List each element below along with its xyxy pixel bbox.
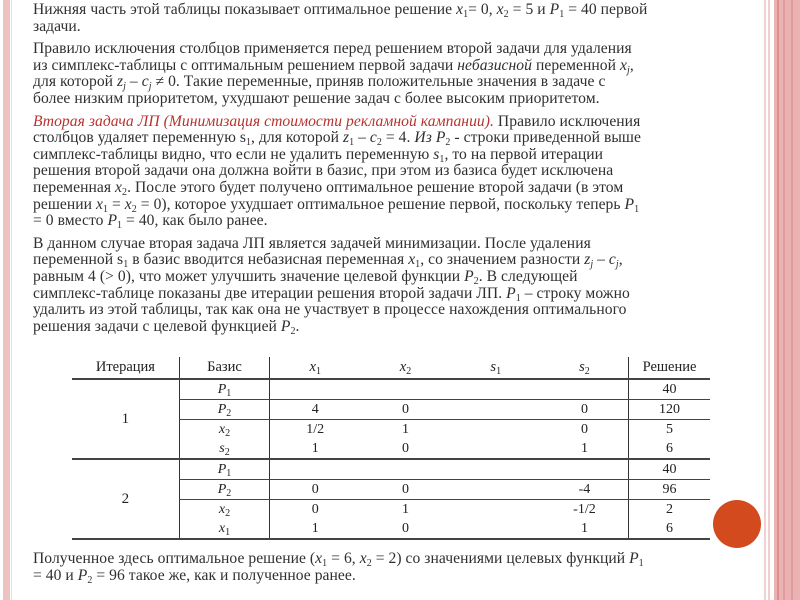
subscript: j [590, 259, 594, 271]
var-p: P [629, 550, 639, 567]
text-line [33, 286, 723, 303]
cell-s2 [541, 379, 629, 400]
subscript: 2 [87, 574, 93, 586]
cell-s1 [451, 400, 541, 420]
subscript: 2 [584, 366, 590, 377]
header-x2 [360, 357, 450, 379]
basis-cell [179, 420, 269, 440]
cell-s2: 0 [580, 422, 588, 437]
orange-circle-decoration [713, 500, 761, 548]
var-c: c [369, 129, 377, 147]
subscript: 1 [245, 137, 252, 149]
basis-cell [179, 519, 269, 539]
subscript: 1 [225, 527, 231, 538]
subscript: j [627, 64, 630, 76]
text-line [33, 319, 723, 336]
slide-footer-text [33, 551, 723, 590]
cell-x2: 0 [360, 439, 450, 459]
text: в базис вводится небазисная переменная [128, 251, 409, 269]
text: = 5 и [508, 1, 550, 18]
var-x: x [124, 195, 132, 213]
basis-cell [179, 379, 269, 400]
text-line [33, 2, 723, 19]
subscript: 1 [559, 9, 565, 20]
cell-solution: 6 [629, 439, 710, 459]
subscript: 2 [376, 137, 382, 149]
var-c: c [141, 73, 149, 91]
stripe [783, 0, 785, 600]
text-line [33, 180, 723, 197]
cell-solution: 40 [629, 459, 710, 480]
text: = 96 такое же, как и полученное ранее. [92, 566, 356, 584]
var-p: P [107, 212, 118, 230]
left-decorative-line [11, 0, 12, 600]
stripe [791, 0, 793, 600]
subscript: 1 [123, 259, 129, 271]
cell-s1 [451, 519, 541, 539]
text: = 40 и [33, 566, 78, 584]
header-iteration: Итерация [72, 357, 179, 379]
simplex-table-container [72, 357, 712, 540]
basis-var: P [217, 382, 227, 397]
cell-x1: 1/2 [270, 420, 361, 440]
header-solution: Решение [629, 357, 710, 379]
text: Полученное здесь оптимальное решение ( [33, 550, 316, 567]
text-line: В данном случае вторая задача ЛП является задачей минимизации. После удаления [33, 234, 591, 252]
subscript: j [615, 259, 619, 271]
subscript: 1 [322, 558, 328, 569]
basis-var: P [217, 462, 227, 477]
basis-var: x [218, 521, 226, 536]
text-line [33, 147, 723, 164]
var-p: P [435, 129, 446, 147]
var-x: x [496, 1, 504, 18]
cell-x2: 0 [360, 400, 450, 420]
text: ≠ 0. Такие переменные, приняв положительные значения в задаче с [151, 73, 606, 91]
text: симплекс-таблице показаны две итерации решения второй задачи ЛП. [33, 284, 507, 302]
text: симплекс-таблицы видно, что если не удалить переменную [33, 145, 434, 163]
text: столбцов удаляет переменную s [33, 129, 246, 147]
text: Правило исключения [493, 112, 641, 130]
var-z: z [117, 73, 124, 91]
var-x: x [315, 550, 323, 567]
text-line: Правило исключения столбцов применяется перед решением второй задачи для удаления [33, 40, 632, 58]
stripe [768, 0, 770, 600]
text: . В следующей [478, 267, 578, 285]
text: = 2) со значениями целевых функций [371, 550, 630, 567]
subscript: 2 [473, 275, 479, 287]
text: , для которой [251, 129, 343, 147]
header-basis: Базис [179, 357, 269, 379]
text-line: задачи. [33, 17, 81, 35]
subscript: 2 [406, 366, 412, 377]
basis-var: x [218, 502, 226, 517]
subscript: 1 [226, 388, 232, 399]
subscript: 2 [225, 428, 231, 439]
cell-solution: 5 [629, 420, 710, 440]
text: – [593, 251, 609, 269]
text: решения задачи с целевой функцией [33, 317, 281, 335]
text: из симплекс-таблицы с оптимальным решением первой задачи [33, 56, 458, 74]
text: , [618, 251, 623, 269]
text-line: решения второй задачи она должна войти в базис, при этом из базиса будет исключена [33, 162, 614, 180]
subscript: 1 [117, 220, 123, 232]
left-decorative-bar [3, 0, 10, 600]
section-heading: Вторая задача ЛП (Минимизация стоимости рекламной кампании). [33, 112, 494, 130]
subscript: j [148, 81, 152, 93]
table-row [72, 379, 710, 400]
text-line [33, 551, 723, 568]
cell-s2: -4 [541, 480, 629, 500]
text: = 0), которое ухудшает оптимальное решение первой, поскольку теперь [136, 195, 625, 213]
text: = 6, [327, 550, 360, 567]
basis-cell [179, 439, 269, 459]
basis-cell [179, 459, 269, 480]
cell-s1 [451, 420, 541, 440]
cell-s1 [451, 500, 541, 520]
subscript: 2 [290, 325, 296, 337]
slide-body [33, 2, 723, 341]
text: . После этого будет получено оптимальное решение второй задачи (в этом [127, 178, 624, 196]
text: = 40 первой [564, 1, 648, 18]
var: s [579, 359, 585, 375]
subscript: 2 [503, 9, 509, 20]
text: , то на первой итерации [444, 145, 604, 163]
text: Нижняя часть этой таблицы показывает оптимальное решение [33, 1, 457, 18]
cell-x1 [270, 459, 361, 480]
text-line [33, 197, 723, 214]
text: . [295, 317, 300, 335]
basis-var: P [217, 482, 227, 497]
var-x: x [115, 178, 122, 196]
text-line [33, 114, 723, 131]
cell-x2: 0 [360, 480, 450, 500]
paragraph-3 [33, 114, 723, 230]
cell-x1: 0 [270, 500, 361, 520]
var-p: P [77, 566, 88, 584]
cell-x1: 1 [270, 439, 361, 459]
text-line [33, 252, 723, 269]
cell-s1 [451, 459, 541, 480]
subscript: 2 [122, 186, 128, 198]
text-line [33, 58, 723, 75]
header-x1 [270, 357, 361, 379]
var-z: z [342, 129, 350, 147]
table-row [72, 459, 710, 480]
subscript: 1 [226, 468, 232, 479]
text: , со значением разности [420, 251, 585, 269]
cell-x2 [360, 459, 450, 480]
cell-s2: -1/2 [573, 502, 596, 517]
text: = 4. [381, 129, 415, 147]
subscript: 1 [496, 366, 502, 377]
text: – [354, 129, 370, 147]
subscript: 1 [102, 203, 109, 215]
stripe [764, 0, 766, 600]
var-x: x [95, 195, 103, 213]
cell-s1 [451, 439, 541, 459]
paragraph-5 [33, 551, 723, 584]
text-line [33, 568, 723, 585]
cell-solution: 2 [629, 500, 710, 520]
var-x: x [620, 56, 627, 74]
text: = [108, 195, 125, 213]
cell-x1: 0 [270, 480, 361, 500]
simplex-table [72, 357, 710, 540]
subscript: 1 [463, 9, 469, 20]
subscript: 1 [634, 203, 640, 215]
var-x: x [456, 1, 464, 18]
var-p: P [549, 1, 560, 18]
cell-solution: 120 [629, 400, 710, 420]
paragraph-4 [33, 236, 723, 336]
var-p: P [280, 317, 291, 335]
text: решении [33, 195, 96, 213]
text: = 0 вместо [33, 212, 108, 230]
cell-solution: 96 [629, 480, 710, 500]
cell-s2 [541, 459, 629, 480]
text: - строки приведенной выше [450, 129, 641, 147]
subscript: 2 [366, 558, 372, 569]
var: s [490, 359, 497, 375]
stripe [777, 0, 779, 600]
subscript: 1 [515, 292, 521, 304]
text-line [33, 213, 723, 230]
var: x [399, 359, 407, 375]
header-s1 [451, 357, 541, 379]
var-p: P [624, 195, 635, 213]
subscript: 1 [415, 259, 421, 271]
subscript: 2 [225, 508, 231, 519]
cell-x2: 1 [402, 502, 409, 517]
iteration-cell: 2 [72, 459, 179, 539]
cell-x1: 1 [270, 519, 361, 539]
subscript: 2 [224, 447, 230, 458]
subscript: 2 [226, 488, 232, 499]
basis-var: s [219, 441, 225, 456]
subscript: 2 [445, 137, 451, 149]
cell-x2: 0 [360, 519, 450, 539]
var-x: x [359, 550, 367, 567]
basis-var: x [218, 422, 226, 437]
text: , [629, 56, 634, 74]
text: Из [414, 129, 436, 147]
subscript: 1 [439, 153, 445, 165]
text-line [33, 269, 723, 286]
basis-cell [179, 480, 269, 500]
var: x [309, 359, 316, 375]
cell-x2: 1 [402, 422, 409, 437]
cell-s2: 1 [541, 439, 629, 459]
paragraph-1 [33, 2, 723, 35]
italic-term: небазисной [457, 56, 532, 74]
text: – строку можно [520, 284, 630, 302]
text: переменной [532, 56, 621, 74]
cell-solution: 40 [629, 379, 710, 400]
text-line: удалить из этой таблицы, так как она не участвует в процессе нахождения оптимального [33, 301, 627, 319]
text: переменная [33, 178, 116, 196]
subscript: j [123, 81, 126, 93]
text: переменной s [33, 251, 124, 269]
cell-x1 [270, 379, 361, 400]
iteration-cell: 1 [72, 379, 179, 459]
basis-var: P [217, 402, 227, 417]
text: = 0, [468, 1, 497, 18]
header-s2 [541, 357, 629, 379]
var-p: P [506, 284, 516, 302]
text-line [33, 130, 723, 147]
text-line [33, 74, 723, 91]
cell-x2 [360, 379, 450, 400]
right-decorative-stripes [764, 0, 800, 600]
var-p: P [464, 267, 474, 285]
text-line: более низким приоритетом, ухудшают решение задач с более высоким приоритетом. [33, 89, 600, 107]
cell-s2: 1 [541, 519, 629, 539]
subscript: 1 [638, 558, 644, 569]
subscript: 1 [349, 137, 355, 149]
basis-cell [179, 500, 269, 520]
cell-s2: 0 [541, 400, 629, 420]
text: = 40, как было ранее. [122, 212, 268, 230]
text: равным 4 (> 0), что может улучшить значение целевой функции [33, 267, 465, 285]
subscript: 2 [131, 203, 137, 215]
text: – [125, 73, 142, 91]
cell-x1: 4 [270, 400, 361, 420]
subscript: 2 [226, 408, 232, 419]
cell-s1 [451, 480, 541, 500]
var-x: x [408, 251, 416, 269]
subscript: 1 [315, 366, 321, 377]
cell-s1 [451, 379, 541, 400]
var-z: z [584, 251, 591, 269]
basis-cell [179, 400, 269, 420]
var-c: c [608, 251, 616, 269]
paragraph-2 [33, 41, 723, 107]
var-s: s [433, 145, 440, 163]
cell-solution: 6 [629, 519, 710, 539]
table-body [72, 379, 710, 539]
table-header-row [72, 357, 710, 379]
text: для которой [33, 73, 118, 91]
